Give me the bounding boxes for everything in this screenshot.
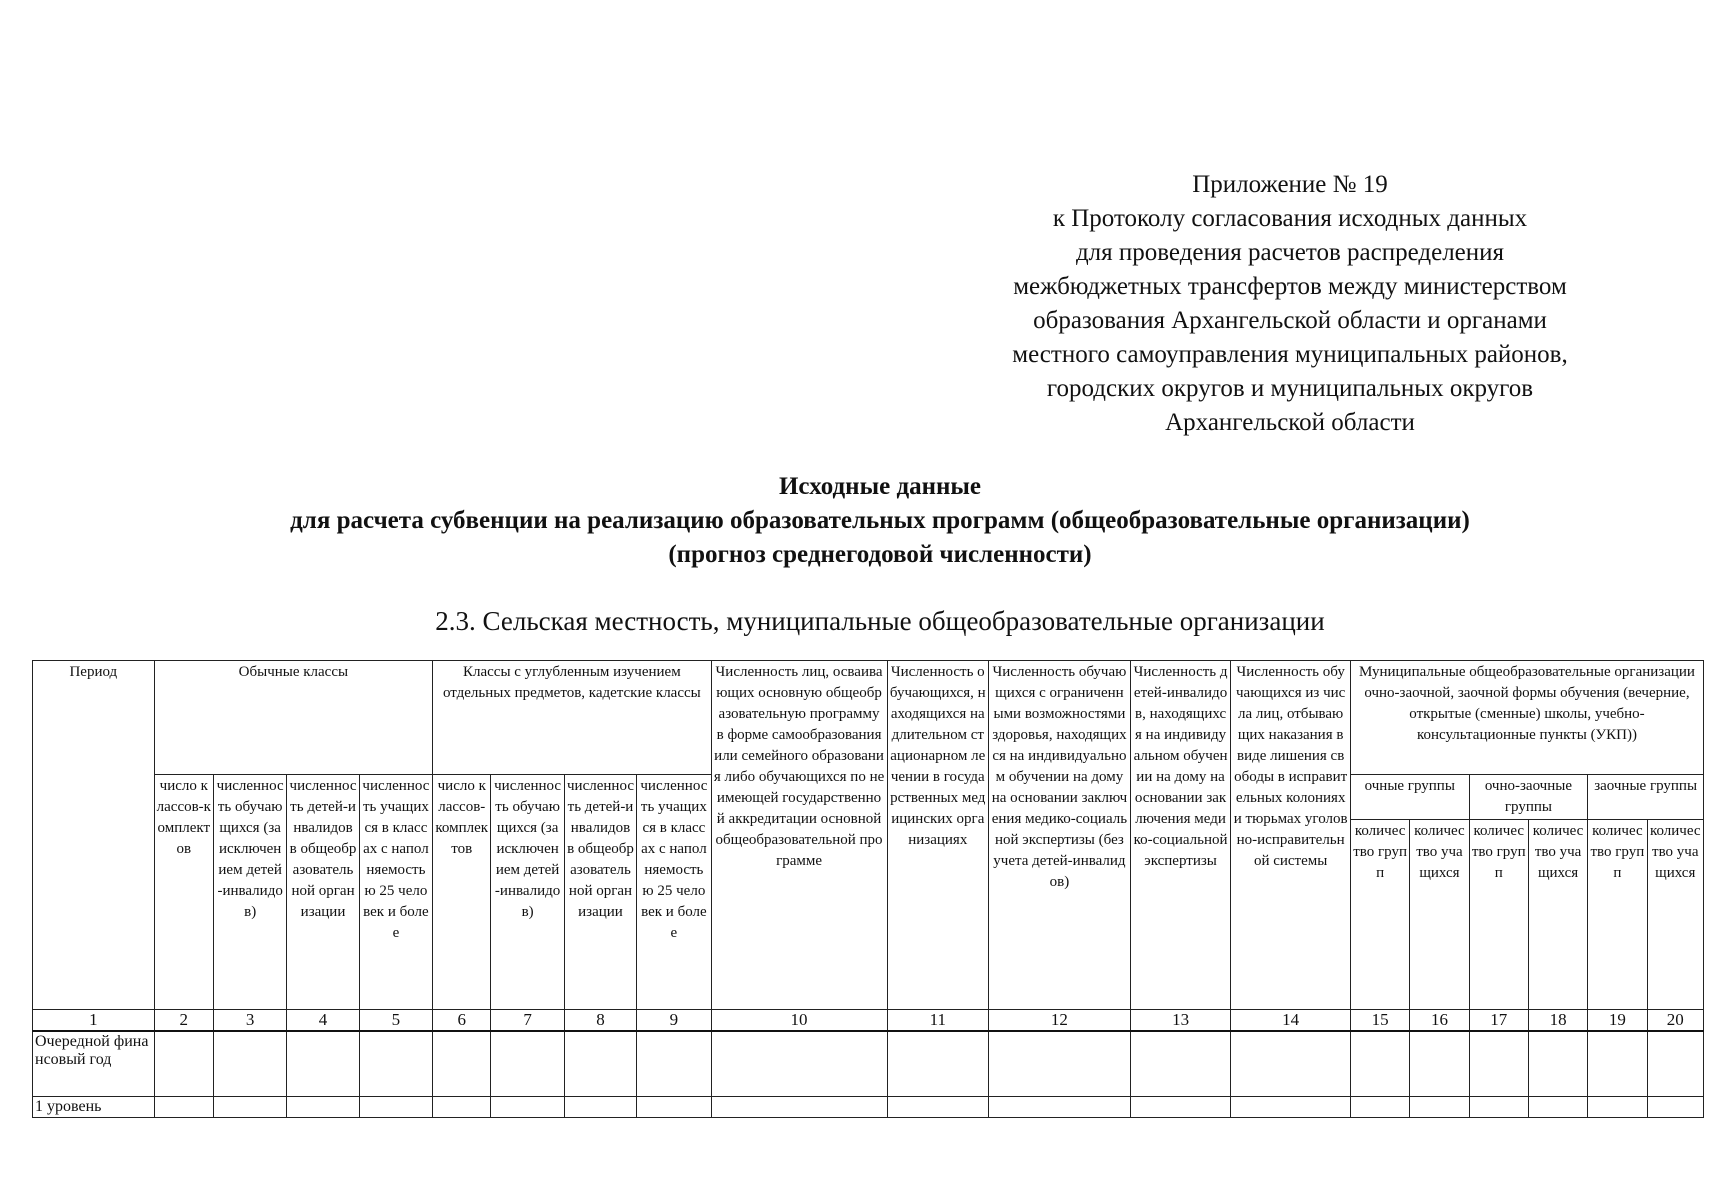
table-cell [1231,1097,1351,1118]
table-cell [1410,1031,1469,1097]
header-col12: Численность обучающихся с ограниченными возможностями здоровья, находящихся на индивидуальном обучении на дому на основании заключения медико-социальной экспертизы (без учета детей-инвалидов) [989,661,1131,1010]
table-cell [1647,1097,1703,1118]
table-cell [1410,1097,1469,1118]
header-sub-students: численность обучающихся (за исключением детей-инвалидов) [213,775,286,1010]
table-cell [1350,1031,1409,1097]
header-period: Период [33,661,155,1010]
column-number: 12 [989,1010,1131,1032]
header-sub-learners: количество учащихся [1410,820,1469,1010]
table-cell [1469,1031,1528,1097]
table-cell [359,1097,432,1118]
table-cell [1231,1031,1351,1097]
column-number: 20 [1647,1010,1703,1032]
header-advanced-classes: Классы с углубленным изучением отдельных предметов, кадетские классы [433,661,711,775]
header-col10: Численность лиц, осваивающих основную общеобразовательную программу в форме самообразования или семейного образования либо обучающихся по не имеющей государственной аккредитации основной общеобразовательной программе [711,661,887,1010]
appendix-header [930,168,1650,440]
column-number: 1 [33,1010,155,1032]
table-cell [637,1097,711,1118]
header-sub-disabled: численность детей-инвалидов в общеобразовательной организации [287,775,359,1010]
table-cell [1588,1031,1647,1097]
table-cell [1130,1031,1231,1097]
table-cell [154,1097,213,1118]
header-parttime-groups: очно-заочные группы [1469,775,1588,820]
header-sub-learners: количество учащихся [1528,820,1587,1010]
column-number-row [33,1010,1704,1032]
row-label: Очередной финансовый год [33,1031,155,1097]
column-number: 16 [1410,1010,1469,1032]
appendix-line: образования Архангельской области и органами [1033,307,1547,334]
column-number: 15 [1350,1010,1409,1032]
column-number: 2 [154,1010,213,1032]
header-sub-groups: количество групп [1588,820,1647,1010]
row-label: 1 уровень [33,1097,155,1118]
table-cell [1130,1097,1231,1118]
table-row [33,1097,1704,1118]
header-col11: Численность обучающихся, находящихся на длительном стационарном лечении в государственных медицинских организациях [887,661,989,1010]
column-number: 14 [1231,1010,1351,1032]
appendix-line: межбюджетных трансфертов между министерством [1013,273,1567,300]
header-col14: Численность обучающихся из числа лиц, отбывающих наказания в виде лишения свободы в исправительных колониях и тюрьмах уголовно-исправительной системы [1231,661,1351,1010]
appendix-line: для проведения расчетов распределения [1075,239,1505,266]
table-cell [287,1031,359,1097]
table-cell [433,1097,491,1118]
header-sub-learners: количество учащихся [1647,820,1703,1010]
appendix-line: Архангельской области [1165,409,1415,436]
header-sub-disabled: численность детей-инвалидов в общеобразовательной организации [564,775,636,1010]
column-number: 5 [359,1010,432,1032]
column-number: 7 [491,1010,564,1032]
column-number: 6 [433,1010,491,1032]
column-number: 11 [887,1010,989,1032]
table-cell [637,1031,711,1097]
table-cell [887,1097,989,1118]
appendix-line: к Протоколу согласования исходных данных [1052,205,1528,232]
appendix-line: городских округов и муниципальных округов [1046,375,1534,402]
table-cell [1469,1097,1528,1118]
table-cell [433,1031,491,1097]
title-line-3: (прогноз среднегодовой численности) [668,541,1092,568]
table-cell [287,1097,359,1118]
appendix-line: местного самоуправления муниципальных районов, [1012,341,1568,368]
section-title: 2.3. Сельская местность, муниципальные общеобразовательные организации [435,606,1325,636]
title-line-2: для расчета субвенции на реализацию образовательных программ (общеобразовательные организации) [290,507,1470,534]
table-cell [359,1031,432,1097]
appendix-line: Приложение № 19 [1192,171,1388,198]
header-correspondence-groups: заочные группы [1588,775,1704,820]
header-fulltime-groups: очные группы [1350,775,1469,820]
column-number: 4 [287,1010,359,1032]
table-cell [564,1031,636,1097]
column-number: 17 [1469,1010,1528,1032]
table-cell [887,1031,989,1097]
table-cell [1350,1097,1409,1118]
table-cell [1647,1031,1703,1097]
table-cell [711,1097,887,1118]
header-col13: Численность детей-инвалидов, находящихся на индивидуальном обучении на дому на основании заключения медико-социальной экспертизы [1130,661,1231,1010]
column-number: 13 [1130,1010,1231,1032]
table-cell [564,1097,636,1118]
column-number: 18 [1528,1010,1587,1032]
header-sub-students: численность обучающихся (за исключением детей-инвалидов) [491,775,564,1010]
table-cell [1528,1097,1587,1118]
header-sub-groups: количество групп [1469,820,1528,1010]
header-sub-classes: число классов-комплектов [154,775,213,1010]
header-municipal-orgs: Муниципальные общеобразовательные организации очно-заочной, заочной формы обучения (вечерние, открытые (сменные) школы, учебно-консультационные пункты (УКП)) [1350,661,1703,775]
column-number: 10 [711,1010,887,1032]
table-cell [711,1031,887,1097]
header-sub-25plus: численность учащихся в классах с наполняемостью 25 человек и более [637,775,711,1010]
table-cell [989,1097,1131,1118]
header-sub-25plus: численность учащихся в классах с наполняемостью 25 человек и более [359,775,432,1010]
document-title [120,470,1640,572]
table-row [33,1031,1704,1097]
table-cell [989,1031,1131,1097]
table-cell [491,1031,564,1097]
table-cell [1588,1097,1647,1118]
column-number: 19 [1588,1010,1647,1032]
table-cell [213,1031,286,1097]
table-cell [491,1097,564,1118]
header-sub-classes: число классов-комплектов [433,775,491,1010]
column-number: 9 [637,1010,711,1032]
column-number: 3 [213,1010,286,1032]
column-number: 8 [564,1010,636,1032]
table-cell [154,1031,213,1097]
header-ordinary-classes: Обычные классы [154,661,432,775]
data-table [32,660,1704,1118]
title-line-1: Исходные данные [778,473,982,500]
table-cell [213,1097,286,1118]
header-sub-groups: количество групп [1350,820,1409,1010]
table-cell [1528,1031,1587,1097]
